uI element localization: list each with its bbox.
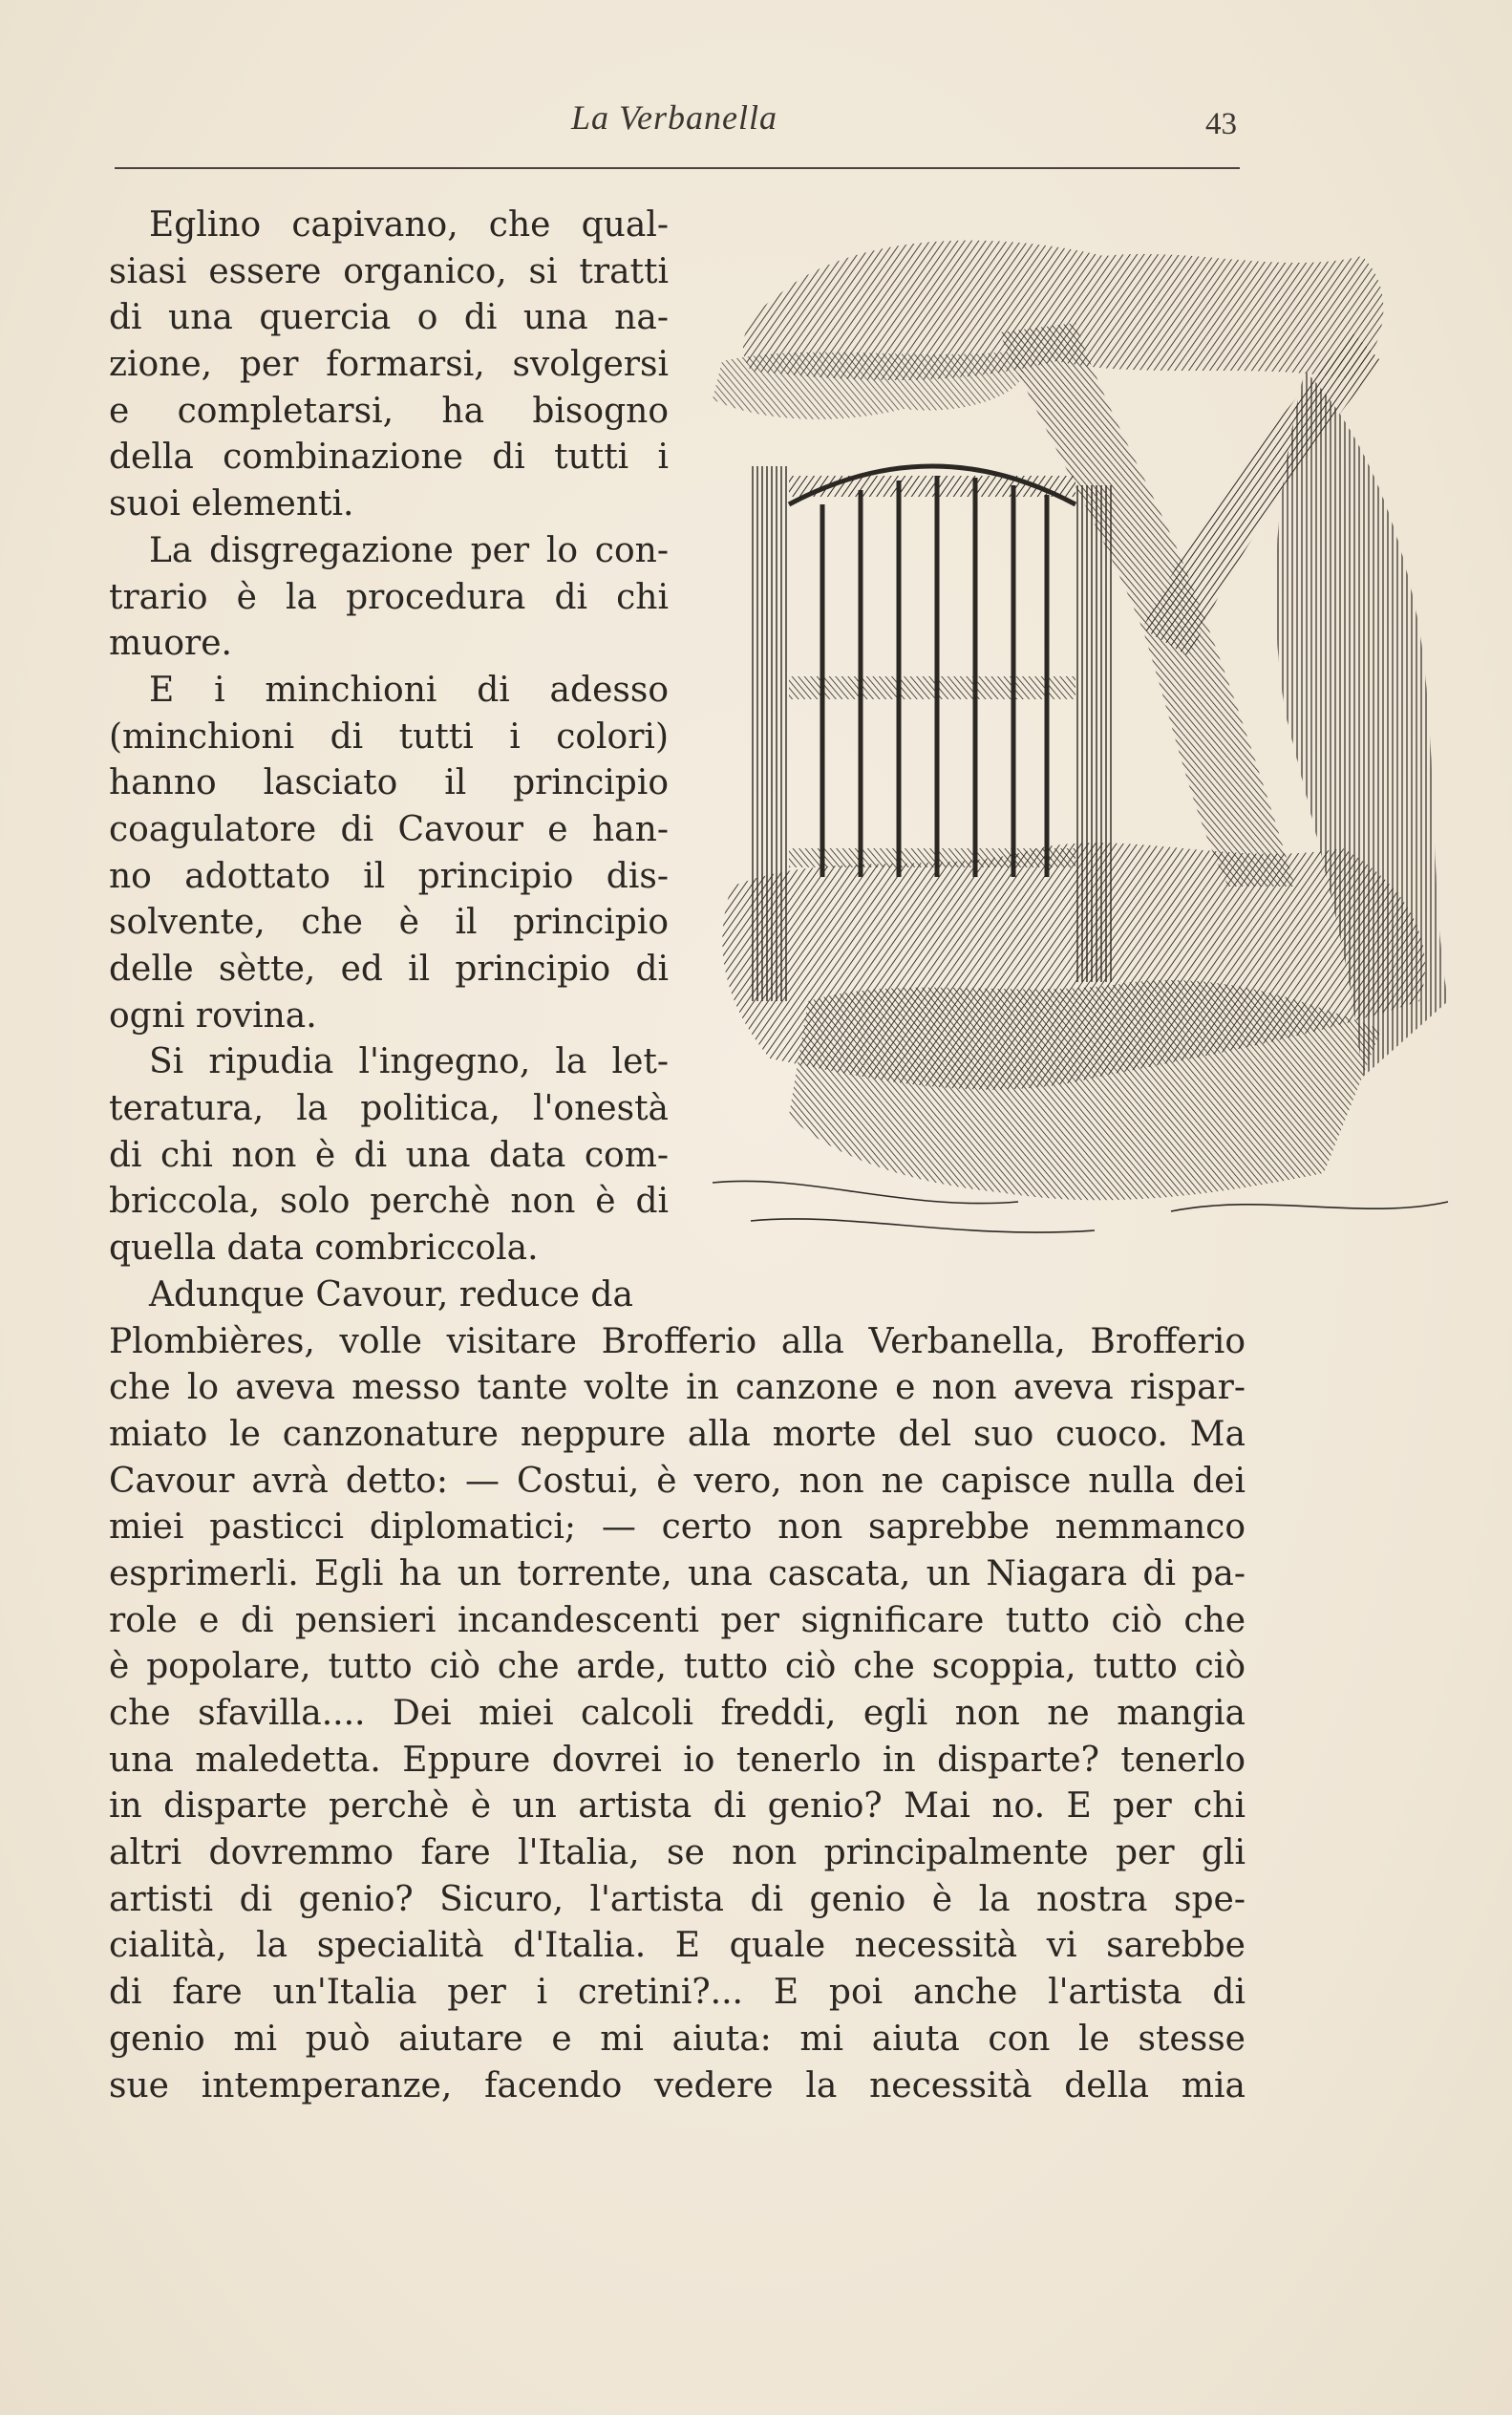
page-number: 43	[1205, 107, 1237, 141]
text-line: di chi non è di una data com-	[109, 1135, 669, 1175]
header-rule	[115, 167, 1240, 169]
text-line: miei pasticci diplomatici; — certo non saprebbe nemmanco	[109, 1507, 1246, 1548]
text-line: in disparte perchè è un artista di genio? Mai no. E per chi	[109, 1786, 1246, 1827]
text-line: genio mi può aiutare e mi aiuta: mi aiuta con le stesse	[109, 2019, 1246, 2059]
text-line: coagulatore di Cavour e han-	[109, 809, 669, 849]
text-line: Adunque Cavour, reduce da	[149, 1274, 633, 1314]
text-line: cialità, la specialità d'Italia. E quale necessità vi sarebbe	[109, 1926, 1246, 1966]
text-line: briccola, solo perchè non è di	[109, 1182, 669, 1222]
text-line: Eglino capivano, che qual-	[149, 205, 669, 245]
text-line: La disgregazione per lo con-	[149, 530, 669, 570]
body-text	[109, 203, 1246, 2109]
text-line: Si ripudia l'ingegno, la let-	[149, 1042, 669, 1082]
text-line: zione, per formarsi, svolgersi	[109, 345, 669, 385]
text-line: role e di pensieri incandescenti per significare tutto ciò che	[109, 1600, 1246, 1640]
text-line: delle sètte, ed il principio di	[109, 950, 669, 989]
text-line: e completarsi, ha bisogno	[109, 391, 669, 431]
text-line: quella data combriccola.	[109, 1229, 539, 1269]
text-line: una maledetta. Eppure dovrei io tenerlo in disparte? tenerlo	[109, 1740, 1246, 1780]
text-line: sue intemperanze, facendo vedere la necessità della mia	[109, 2065, 1246, 2105]
text-line: E i minchioni di adesso	[149, 670, 669, 710]
text-line: di una quercia o di una na-	[109, 298, 669, 338]
text-line: Cavour avrà detto: — Costui, è vero, non ne capisce nulla dei	[109, 1461, 1246, 1501]
running-title: La Verbanella	[571, 98, 777, 137]
text-line: artisti di genio? Sicuro, l'artista di genio è la nostra spe-	[109, 1879, 1246, 1919]
text-line: suoi elementi.	[109, 484, 354, 524]
text-line: miato le canzonature neppure alla morte del suo cuoco. Ma	[109, 1414, 1246, 1454]
text-line: che sfavilla.... Dei miei calcoli freddi, egli non ne mangia	[109, 1694, 1246, 1733]
text-line: che lo aveva messo tante volte in canzone e non aveva rispar-	[109, 1368, 1246, 1408]
text-line: Plombières, volle visitare Brofferio alla Verbanella, Brofferio	[109, 1321, 1246, 1361]
text-line: esprimerli. Egli ha un torrente, una cascata, un Niagara di pa-	[109, 1553, 1246, 1593]
text-line: muore.	[109, 624, 232, 664]
text-line: hanno lasciato il principio	[109, 763, 669, 803]
text-line: trario è la procedura di chi	[109, 577, 669, 617]
text-line: no adottato il principio dis-	[109, 856, 669, 896]
text-line: della combinazione di tutti i	[109, 438, 669, 478]
text-line: ogni rovina.	[109, 995, 317, 1036]
text-line: (minchioni di tutti i colori)	[109, 716, 669, 757]
running-head	[0, 97, 1512, 155]
text-line: teratura, la politica, l'onestà	[109, 1089, 669, 1129]
text-line: altri dovremmo fare l'Italia, se non principalmente per gli	[109, 1833, 1246, 1873]
text-line: è popolare, tutto ciò che arde, tutto ciò che scoppia, tutto ciò	[109, 1647, 1246, 1687]
text-line: solvente, che è il principio	[109, 903, 669, 943]
text-line: di fare un'Italia per i cretini?... E poi anche l'artista di	[109, 1973, 1246, 2013]
text-line: siasi essere organico, si tratti	[109, 251, 669, 291]
